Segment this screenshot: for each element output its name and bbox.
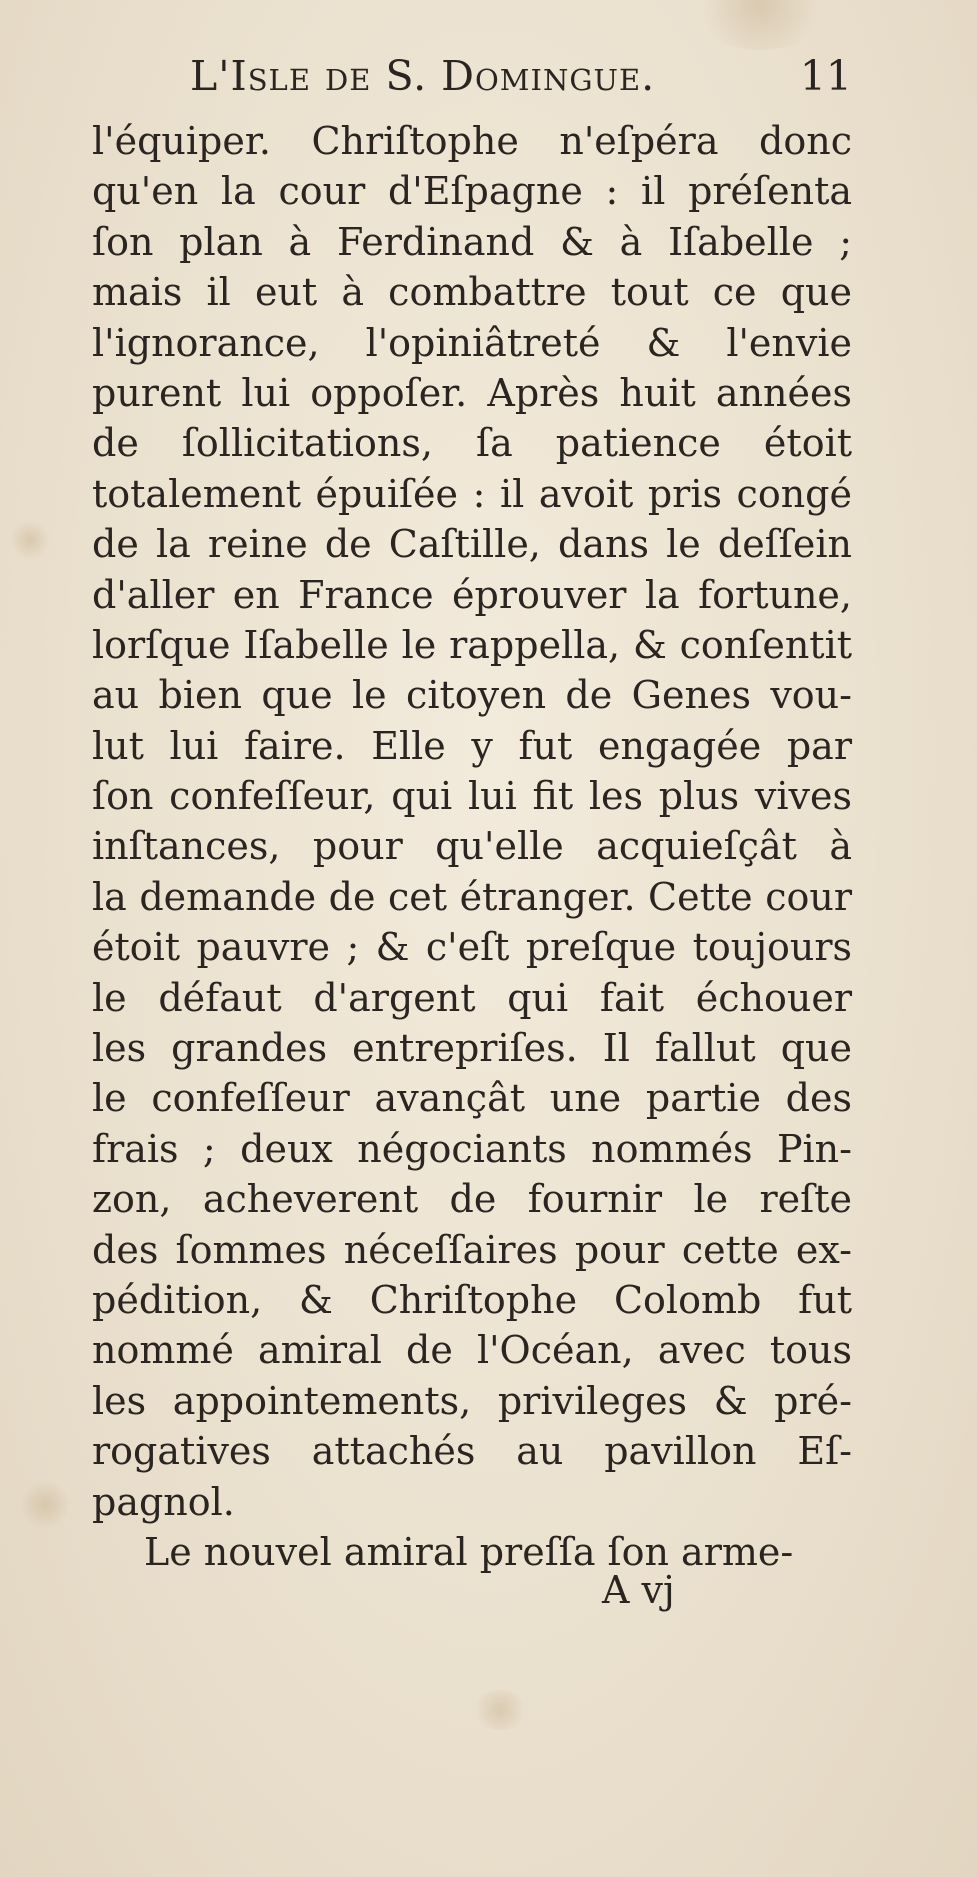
text-line: rogatives attachés au pavillon Eſ- bbox=[92, 1429, 852, 1474]
paper-stain bbox=[470, 1690, 530, 1730]
signature-mark: A vj bbox=[602, 1568, 675, 1612]
text-line: frais ; deux négociants nommés Pin- bbox=[92, 1126, 852, 1171]
body-text bbox=[92, 116, 852, 1577]
text-line: au bien que le citoyen de Genes vou- bbox=[92, 673, 852, 718]
text-line: mais il eut à combattre tout ce que bbox=[92, 270, 852, 315]
text-line: Le nouvel amiral preſſa ſon arme- bbox=[144, 1529, 794, 1574]
text-line: ſon confeſſeur, qui lui fit les plus vives bbox=[92, 774, 852, 819]
text-line: inſtances, pour qu'elle acquieſçât à bbox=[92, 824, 852, 869]
running-title: L'Isle de S. Domingue. bbox=[190, 52, 656, 100]
text-line: le défaut d'argent qui fait échouer bbox=[92, 975, 852, 1020]
paper-stain bbox=[10, 520, 50, 560]
text-line: le confeſſeur avançât une partie des bbox=[92, 1076, 852, 1121]
text-line: totalement épuiſée : il avoit pris congé bbox=[92, 471, 852, 516]
text-line: pédition, & Chriſtophe Colomb fut bbox=[92, 1277, 852, 1322]
text-line: de ſollicitations, ſa patience étoit bbox=[92, 421, 852, 466]
text-line: lut lui faire. Elle y fut engagée par bbox=[92, 723, 852, 768]
text-line: les grandes entrepriſes. Il fallut que bbox=[92, 1026, 852, 1071]
text-line: zon, acheverent de fournir le reſte bbox=[92, 1177, 852, 1222]
text-line: les appointements, privileges & pré- bbox=[92, 1378, 852, 1423]
text-line: ſon plan à Ferdinand & à Iſabelle ; bbox=[92, 219, 852, 264]
page-header bbox=[190, 52, 880, 112]
text-line: purent lui oppoſer. Après huit années bbox=[92, 370, 852, 415]
text-line: nommé amiral de l'Océan, avec tous bbox=[92, 1328, 852, 1373]
text-line: de la reine de Caſtille, dans le deſſein bbox=[92, 522, 852, 567]
text-line: d'aller en France éprouver la fortune, bbox=[92, 572, 852, 617]
page-number: 11 bbox=[799, 52, 852, 100]
text-line: lorſque Iſabelle le rappella, & conſentit bbox=[92, 622, 852, 667]
paper-stain bbox=[690, 0, 830, 50]
text-line: pagnol. bbox=[92, 1479, 235, 1524]
text-line: l'équiper. Chriſtophe n'eſpéra donc bbox=[92, 119, 852, 163]
text-line: qu'en la cour d'Eſpagne : il préſenta bbox=[92, 169, 852, 214]
text-line: la demande de cet étranger. Cette cour bbox=[92, 874, 852, 919]
text-line: des ſommes néceſſaires pour cette ex- bbox=[92, 1227, 852, 1272]
paper-stain bbox=[20, 1480, 70, 1530]
text-line: l'ignorance, l'opiniâtreté & l'envie bbox=[92, 320, 852, 365]
text-line: étoit pauvre ; & c'eſt preſque toujours bbox=[92, 925, 852, 970]
